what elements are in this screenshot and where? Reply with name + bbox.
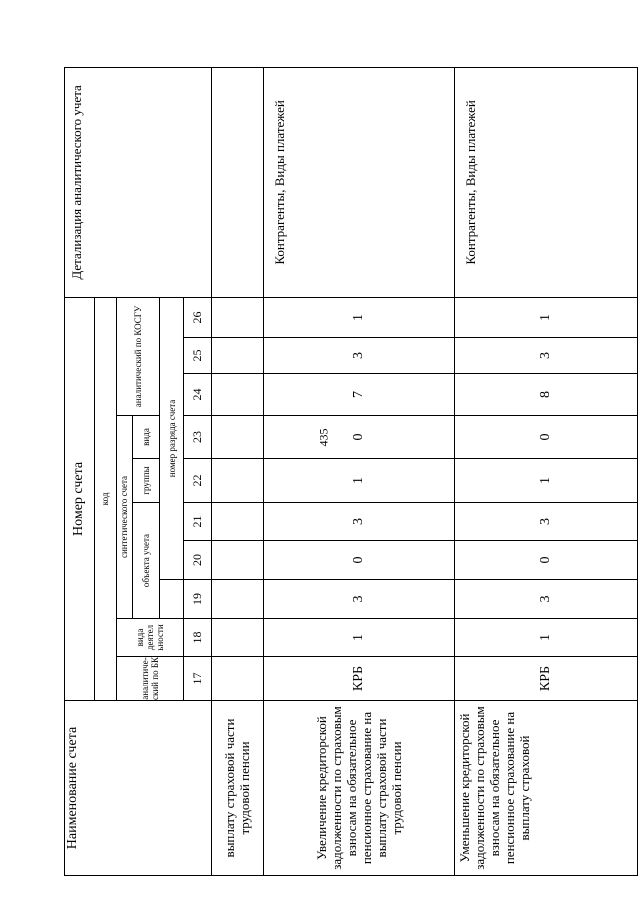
digit-22: 22 [184, 459, 212, 503]
row-value [211, 338, 263, 374]
header-account-name: Наименование счета [65, 701, 212, 876]
header-activity-type: вида деятел ьности [116, 619, 184, 657]
header-account-object: объекта учета [132, 503, 160, 619]
table-row [263, 67, 455, 875]
row-value: 3 [455, 503, 638, 541]
row-value: 1 [455, 619, 638, 657]
header-type: вида [132, 416, 160, 459]
accounts-table [64, 67, 638, 876]
row-value: 3 [263, 503, 455, 541]
table-row [211, 67, 263, 875]
row-value [211, 657, 263, 701]
digit-26: 26 [184, 297, 212, 337]
row-value [211, 619, 263, 657]
row-value: КРБ [263, 657, 455, 701]
digit-23: 23 [184, 416, 212, 459]
row-value: 1 [263, 619, 455, 657]
row-detail: Контрагенты, Виды платежей [263, 67, 455, 297]
row-value: 1 [455, 297, 638, 337]
row-value: 7 [263, 374, 455, 416]
digit-19: 19 [184, 580, 212, 619]
row-value [211, 374, 263, 416]
digit-18: 18 [184, 619, 212, 657]
row-value: 0 [263, 541, 455, 580]
row-name: выплату страховой части трудовой пенсии [211, 701, 263, 876]
row-name: Увеличение кредиторской задолженности по страховым взносам на обязательное пенсионное страхование на выплату страховой части трудовой пенсии [263, 701, 455, 876]
header-group: группы [132, 459, 160, 503]
row-value: 1 [263, 297, 455, 337]
row-detail [211, 67, 263, 297]
header-analytic-bk: аналитический по БК [116, 657, 184, 701]
row-value [211, 416, 263, 459]
digit-20: 20 [184, 541, 212, 580]
header-code: код [94, 297, 116, 700]
row-value [211, 503, 263, 541]
row-value: 0 [263, 416, 455, 459]
row-name: Уменьшение кредиторской задолженности по страховым взносам на обязательное пенсионное страхование на выплату страховой [455, 701, 638, 876]
row-value: 0 [455, 541, 638, 580]
row-detail: Контрагенты, Виды платежей [455, 67, 638, 297]
table-row [455, 67, 638, 875]
row-value: КРБ [455, 657, 638, 701]
spacer-cell [160, 580, 184, 619]
header-detail: Детализация аналитического учета [65, 67, 212, 297]
digit-17: 17 [184, 657, 212, 701]
header-account-number: Номер счета [65, 297, 95, 700]
row-value: 0 [455, 416, 638, 459]
rotated-table-container [64, 68, 638, 876]
row-value: 8 [455, 374, 638, 416]
page-number: 435 [316, 428, 331, 447]
row-value: 3 [455, 580, 638, 619]
row-value [211, 541, 263, 580]
row-value [211, 297, 263, 337]
row-value [211, 459, 263, 503]
digit-24: 24 [184, 374, 212, 416]
digit-25: 25 [184, 338, 212, 374]
row-value: 3 [263, 580, 455, 619]
header-kosgu: аналитический по КОСГУ [116, 297, 160, 415]
row-value: 1 [455, 459, 638, 503]
row-value: 3 [263, 338, 455, 374]
row-value [211, 580, 263, 619]
header-digit-number: номер разряда счета [160, 297, 184, 579]
row-value: 3 [455, 338, 638, 374]
digit-21: 21 [184, 503, 212, 541]
row-value: 1 [263, 459, 455, 503]
header-synthetic-account: синтетического счета [116, 416, 132, 619]
